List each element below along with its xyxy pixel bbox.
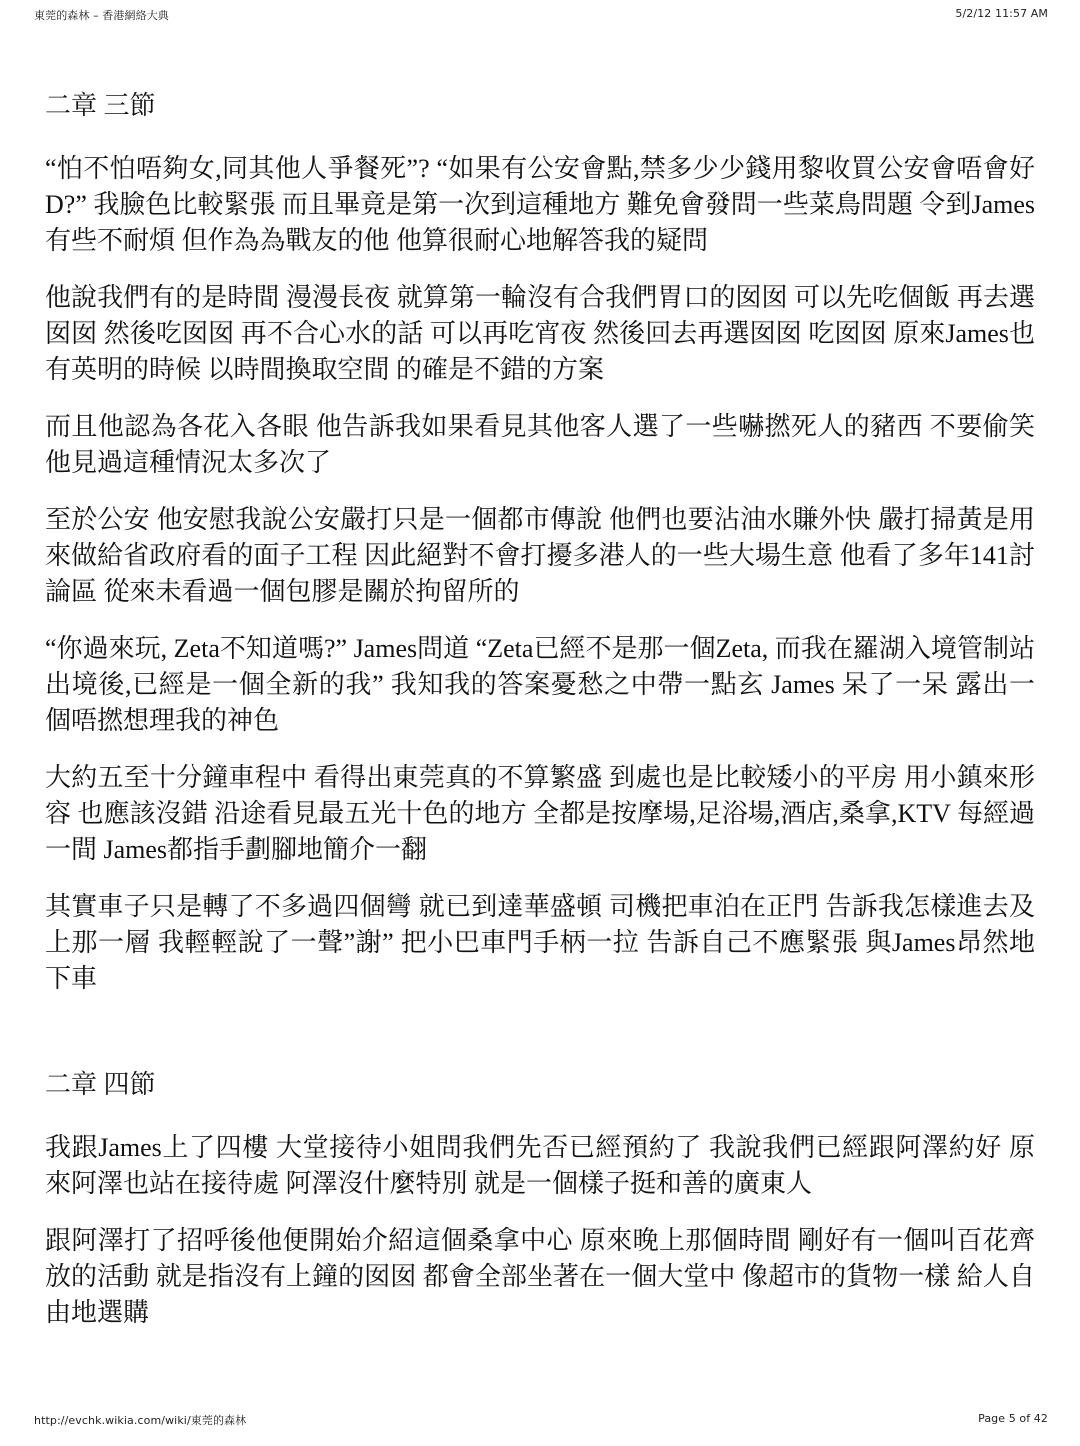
paragraph: “你過來玩, Zeta不知道嗎?” James問道 “Zeta已經不是那一個Zeta, 而我在羅湖入境管制站出境後,已經是一個全新的我” 我知我的答案憂愁之中帶一點玄 James 呆了一呆 露出一個唔撚想理我的神色 [45, 634, 1035, 735]
paragraph: 跟阿澤打了招呼後他便開始介紹這個桑拿中心 原來晚上那個時間 剛好有一個叫百花齊放的活動 就是指沒有上鐘的囡囡 都會全部坐著在一個大堂中 像超市的貨物一樣 給人自由地選購 [45, 1226, 1035, 1327]
paragraph: “怕不怕唔夠女,同其他人爭餐死”? “如果有公安會點,禁多少少錢用黎收買公安會唔會好D?” 我臉色比較緊張 而且畢竟是第一次到這種地方 難免會發問一些菜鳥問題 令到James有些不耐煩 但作為為戰友的他 他算很耐心地解答我的疑問 [45, 154, 1035, 255]
paragraph: 其實車子只是轉了不多過四個彎 就已到達華盛頓 司機把車泊在正門 告訴我怎樣進去及上那一層 我輕輕說了一聲”謝” 把小巴車門手柄一拉 告訴自己不應緊張 與James昂然地下車 [45, 892, 1035, 993]
page-number: Page 5 of 42 [978, 1412, 1048, 1425]
paragraph: 他說我們有的是時間 漫漫長夜 就算第一輪沒有合我們胃口的囡囡 可以先吃個飯 再去選囡囡 然後吃囡囡 再不合心水的話 可以再吃宵夜 然後回去再選囡囡 吃囡囡 原來James也有英明的時候 以時間換取空間 的確是不錯的方案 [45, 283, 1035, 384]
paragraph: 大約五至十分鐘車程中 看得出東莞真的不算繁盛 到處也是比較矮小的平房 用小鎮來形容 也應該沒錯 沿途看見最五光十色的地方 全都是按摩場,足浴場,酒店,桑拿,KTV 每經過一間 James都指手劃腳地簡介一翻 [45, 763, 1035, 864]
paragraph: 而且他認為各花入各眼 他告訴我如果看見其他客人選了一些嚇撚死人的豬西 不要偷笑 他見過這種情況太多次了 [45, 412, 1035, 477]
page-header-datetime: 5/2/12 11:57 AM [955, 7, 1048, 20]
print-header [34, 7, 1048, 23]
article-content [45, 88, 1035, 1331]
paragraph: 至於公安 他安慰我說公安嚴打只是一個都市傳說 他們也要沾油水賺外快 嚴打掃黃是用來做給省政府看的面子工程 因此絕對不會打擾多港人的一些大場生意 他看了多年141討論區 從來未看過一個包膠是關於拘留所的 [45, 505, 1035, 606]
print-footer [34, 1412, 1048, 1428]
section-title: 二章 四節 [45, 1070, 156, 1099]
page-header-title: 東莞的森林 – 香港網絡大典 [34, 9, 169, 22]
paragraph: 我跟James上了四樓 大堂接待小姐問我們先否已經預約了 我說我們已經跟阿澤約好 原來阿澤也站在接待處 阿澤沒什麼特別 就是一個樣子挺和善的廣東人 [45, 1133, 1035, 1198]
section-title: 二章 三節 [45, 91, 156, 120]
page-url: http://evchk.wikia.com/wiki/東莞的森林 [34, 1414, 247, 1427]
